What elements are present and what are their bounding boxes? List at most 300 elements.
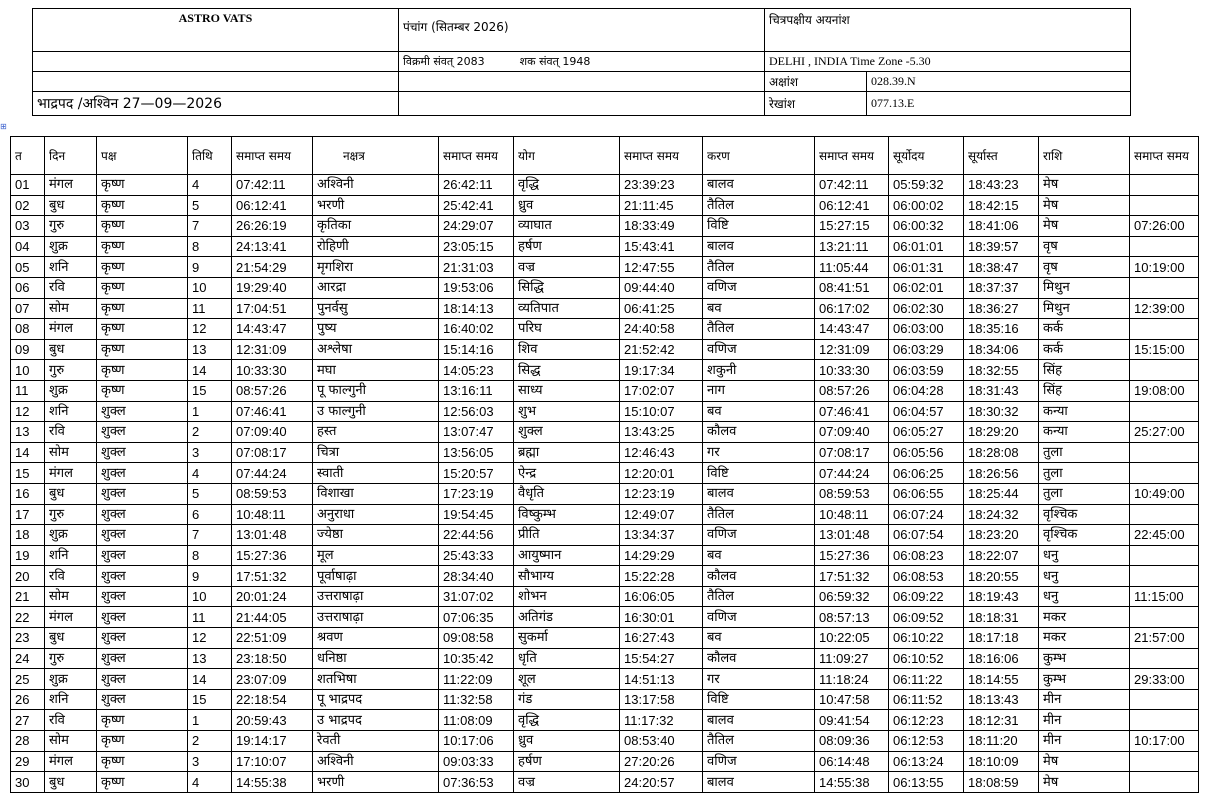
col-paksha-cell: कृष्ण [97, 319, 188, 340]
col-yoga-end-cell: 13:17:58 [620, 689, 703, 710]
col-rashi-cell: मकर [1039, 628, 1130, 649]
col-sunrise-cell: 06:04:28 [889, 380, 964, 401]
col-rashi-cell: मेष [1039, 195, 1130, 216]
col-karana-cell: कौलव [703, 422, 815, 443]
col-karana-end-cell: 14:55:38 [815, 772, 889, 793]
col-date-cell: 07 [11, 298, 45, 319]
table-move-handle-icon[interactable]: ⊞ [0, 122, 7, 131]
col-yoga-end-cell: 15:54:27 [620, 648, 703, 669]
col-nakshatra-cell: रोहिणी [313, 236, 439, 257]
col-tithi-cell: 3 [188, 442, 232, 463]
col-karana-cell: वणिज [703, 751, 815, 772]
col-tithi-cell: 8 [188, 236, 232, 257]
col-day-header: दिन [45, 137, 97, 175]
col-tithi-cell: 2 [188, 422, 232, 443]
col-karana-end-cell: 17:51:32 [815, 566, 889, 587]
table-row [11, 277, 1199, 298]
brand-title: ASTRO VATS [33, 9, 399, 52]
col-sunset-header: सूर्यास्त [964, 137, 1039, 175]
col-rashi-cell: धनु [1039, 586, 1130, 607]
col-nakshatra-cell: पुष्य [313, 319, 439, 340]
col-sunset-cell: 18:25:44 [964, 483, 1039, 504]
col-tithi-cell: 4 [188, 772, 232, 793]
col-nakshatra-cell: पू भाद्रपद [313, 689, 439, 710]
col-sunset-cell: 18:14:55 [964, 669, 1039, 690]
col-yoga-cell: ध्रुव [514, 195, 620, 216]
col-day-cell: मंगल [45, 175, 97, 196]
col-tithi-end-cell: 19:29:40 [232, 277, 313, 298]
col-tithi-end-cell: 20:59:43 [232, 710, 313, 731]
col-paksha-cell: शुक्ल [97, 628, 188, 649]
col-paksha-cell: कृष्ण [97, 710, 188, 731]
col-rashi-cell: मेष [1039, 216, 1130, 237]
col-day-cell: सोम [45, 731, 97, 752]
col-rashi-cell: कुम्भ [1039, 669, 1130, 690]
col-sunrise-cell: 06:05:27 [889, 422, 964, 443]
col-nakshatra-cell: उ फाल्गुनी [313, 401, 439, 422]
col-yoga-cell: वज्र [514, 772, 620, 793]
col-date-cell: 06 [11, 277, 45, 298]
col-rashi-cell: वृष [1039, 257, 1130, 278]
table-row [11, 257, 1199, 278]
col-tithi-cell: 4 [188, 463, 232, 484]
col-nakshatra-end-cell: 09:03:33 [439, 751, 514, 772]
table-row [11, 339, 1199, 360]
table-row [11, 669, 1199, 690]
col-karana-cell: विष्टि [703, 463, 815, 484]
col-day-cell: सोम [45, 298, 97, 319]
col-date-cell: 27 [11, 710, 45, 731]
col-sunrise-cell: 06:05:56 [889, 442, 964, 463]
col-day-cell: बुध [45, 483, 97, 504]
col-nakshatra-cell: चित्रा [313, 442, 439, 463]
col-nakshatra-end-cell: 24:29:07 [439, 216, 514, 237]
col-karana-end-cell: 08:57:26 [815, 380, 889, 401]
col-rashi-cell: वृष [1039, 236, 1130, 257]
col-tithi-cell: 10 [188, 586, 232, 607]
col-tithi-end-cell: 08:57:26 [232, 380, 313, 401]
col-karana-cell: बालव [703, 175, 815, 196]
col-karana-cell: तैतिल [703, 504, 815, 525]
col-sunset-cell: 18:35:16 [964, 319, 1039, 340]
col-yoga-end-cell: 08:53:40 [620, 731, 703, 752]
col-sunset-cell: 18:28:08 [964, 442, 1039, 463]
col-karana-end-cell: 07:46:41 [815, 401, 889, 422]
col-karana-end-cell: 06:59:32 [815, 586, 889, 607]
col-karana-cell: वणिज [703, 339, 815, 360]
col-rashi-end-cell: 07:26:00 [1130, 216, 1199, 237]
col-nakshatra-end-cell: 09:08:58 [439, 628, 514, 649]
col-tithi-end-cell: 07:44:24 [232, 463, 313, 484]
col-karana-end-cell: 12:31:09 [815, 339, 889, 360]
col-tithi-cell: 7 [188, 525, 232, 546]
page-title: पंचांग (सितम्बर 2026) [399, 9, 765, 52]
col-yoga-end-cell: 15:10:07 [620, 401, 703, 422]
col-yoga-cell: वज्र [514, 257, 620, 278]
col-rashi-end-cell: 11:15:00 [1130, 586, 1199, 607]
col-nakshatra-end-cell: 19:53:06 [439, 277, 514, 298]
col-nakshatra-cell: हस्त [313, 422, 439, 443]
month-date: भाद्रपद /अश्विन 27—09—2026 [33, 92, 399, 116]
col-date-cell: 28 [11, 731, 45, 752]
col-rashi-cell: धनु [1039, 545, 1130, 566]
col-sunset-cell: 18:22:07 [964, 545, 1039, 566]
col-tithi-cell: 13 [188, 339, 232, 360]
col-nakshatra-end-cell: 18:14:13 [439, 298, 514, 319]
col-yoga-cell: विष्कुम्भ [514, 504, 620, 525]
col-rashi-end-cell [1130, 319, 1199, 340]
ayanamsha-label: चित्रपक्षीय अयनांश [765, 9, 1131, 52]
col-rashi-cell: मेष [1039, 175, 1130, 196]
col-tithi-end-cell: 21:44:05 [232, 607, 313, 628]
col-tithi-cell: 10 [188, 277, 232, 298]
col-rashi-cell: सिंह [1039, 360, 1130, 381]
col-date-cell: 19 [11, 545, 45, 566]
col-day-cell: मंगल [45, 607, 97, 628]
table-row [11, 586, 1199, 607]
col-karana-end-cell: 07:08:17 [815, 442, 889, 463]
col-nakshatra-cell: रेवती [313, 731, 439, 752]
col-sunset-cell: 18:37:37 [964, 277, 1039, 298]
col-day-cell: गुरु [45, 504, 97, 525]
col-nakshatra-cell: भरणी [313, 772, 439, 793]
col-sunset-cell: 18:17:18 [964, 628, 1039, 649]
col-yoga-end-cell: 13:43:25 [620, 422, 703, 443]
col-nakshatra-end-cell: 10:17:06 [439, 731, 514, 752]
col-rashi-end-cell [1130, 566, 1199, 587]
col-sunrise-cell: 06:01:01 [889, 236, 964, 257]
col-yoga-end-cell: 12:20:01 [620, 463, 703, 484]
col-paksha-cell: शुक्ल [97, 525, 188, 546]
col-yoga-cell: धृति [514, 648, 620, 669]
col-karana-end-cell: 07:42:11 [815, 175, 889, 196]
col-sunrise-cell: 06:06:25 [889, 463, 964, 484]
col-yoga-end-cell: 16:27:43 [620, 628, 703, 649]
col-day-cell: सोम [45, 442, 97, 463]
col-rashi-end-cell [1130, 463, 1199, 484]
col-karana-cell: तैतिल [703, 586, 815, 607]
col-rashi-cell: तुला [1039, 463, 1130, 484]
col-tithi-end-cell: 10:33:30 [232, 360, 313, 381]
latitude-value: 028.39.N [867, 72, 1131, 92]
col-tithi-cell: 12 [188, 628, 232, 649]
col-tithi-cell: 7 [188, 216, 232, 237]
col-date-cell: 21 [11, 586, 45, 607]
col-rashi-cell: मीन [1039, 710, 1130, 731]
col-sunset-cell: 18:38:47 [964, 257, 1039, 278]
header-row [11, 137, 1199, 175]
col-nakshatra-end-cell: 31:07:02 [439, 586, 514, 607]
col-nakshatra-cell: विशाखा [313, 483, 439, 504]
col-yoga-cell: शोभन [514, 586, 620, 607]
col-yoga-end-cell: 21:11:45 [620, 195, 703, 216]
col-yoga-cell: शिव [514, 339, 620, 360]
col-paksha-cell: शुक्ल [97, 483, 188, 504]
col-karana-cell: बालव [703, 236, 815, 257]
col-nakshatra-end-cell: 13:16:11 [439, 380, 514, 401]
col-tithi-cell: 2 [188, 731, 232, 752]
col-sunrise-cell: 06:00:02 [889, 195, 964, 216]
col-date-cell: 03 [11, 216, 45, 237]
col-rashi-cell: कन्या [1039, 401, 1130, 422]
col-rashi-end-cell: 15:15:00 [1130, 339, 1199, 360]
col-date-cell: 13 [11, 422, 45, 443]
col-yoga-cell: व्यतिपात [514, 298, 620, 319]
col-rashi-end-cell [1130, 504, 1199, 525]
col-sunrise-cell: 06:03:59 [889, 360, 964, 381]
col-sunset-cell: 18:23:20 [964, 525, 1039, 546]
col-day-cell: मंगल [45, 319, 97, 340]
col-nakshatra-cell: आरद्रा [313, 277, 439, 298]
col-nakshatra-end-cell: 25:42:41 [439, 195, 514, 216]
col-tithi-cell: 11 [188, 298, 232, 319]
col-nakshatra-cell: मघा [313, 360, 439, 381]
col-day-cell: गुरु [45, 648, 97, 669]
col-tithi-end-cell: 21:54:29 [232, 257, 313, 278]
col-tithi-cell: 14 [188, 360, 232, 381]
col-yoga-cell: सुकर्मा [514, 628, 620, 649]
col-nakshatra-cell: श्रवण [313, 628, 439, 649]
col-rashi-end-cell: 10:19:00 [1130, 257, 1199, 278]
col-karana-cell: शकुनी [703, 360, 815, 381]
col-nakshatra-end-cell: 12:56:03 [439, 401, 514, 422]
col-rashi-end-cell [1130, 545, 1199, 566]
col-yoga-cell: ऐन्द्र [514, 463, 620, 484]
table-row [11, 751, 1199, 772]
col-karana-end-cell: 14:43:47 [815, 319, 889, 340]
col-yoga-cell: सिद्ध [514, 360, 620, 381]
col-tithi-end-cell: 17:51:32 [232, 566, 313, 587]
col-paksha-cell: शुक्ल [97, 422, 188, 443]
col-sunset-cell: 18:26:56 [964, 463, 1039, 484]
col-tithi-cell: 4 [188, 175, 232, 196]
col-nakshatra-end-header: समाप्त समय [439, 137, 514, 175]
col-day-cell: सोम [45, 586, 97, 607]
col-date-cell: 02 [11, 195, 45, 216]
col-sunrise-cell: 06:09:22 [889, 586, 964, 607]
col-yoga-cell: सिद्धि [514, 277, 620, 298]
col-nakshatra-end-cell: 07:36:53 [439, 772, 514, 793]
table-row [11, 422, 1199, 443]
col-nakshatra-header: नक्षत्र [313, 137, 439, 175]
col-tithi-cell: 9 [188, 257, 232, 278]
col-rashi-cell: धनु [1039, 566, 1130, 587]
col-date-cell: 10 [11, 360, 45, 381]
col-rashi-cell: तुला [1039, 442, 1130, 463]
col-paksha-cell: कृष्ण [97, 277, 188, 298]
col-nakshatra-cell: उत्तराषाढ़ा [313, 586, 439, 607]
col-yoga-end-cell: 13:34:37 [620, 525, 703, 546]
col-rashi-cell: मीन [1039, 689, 1130, 710]
col-sunrise-cell: 06:10:22 [889, 628, 964, 649]
col-sunset-cell: 18:32:55 [964, 360, 1039, 381]
col-tithi-end-cell: 23:18:50 [232, 648, 313, 669]
col-yoga-cell: वैधृति [514, 483, 620, 504]
col-nakshatra-end-cell: 11:08:09 [439, 710, 514, 731]
col-yoga-cell: आयुष्मान [514, 545, 620, 566]
col-rashi-cell: कुम्भ [1039, 648, 1130, 669]
col-sunset-cell: 18:36:27 [964, 298, 1039, 319]
table-row [11, 525, 1199, 546]
col-paksha-cell: शुक्ल [97, 463, 188, 484]
table-row [11, 401, 1199, 422]
col-tithi-cell: 8 [188, 545, 232, 566]
col-yoga-end-cell: 23:39:23 [620, 175, 703, 196]
col-sunset-cell: 18:29:20 [964, 422, 1039, 443]
col-karana-cell: गर [703, 669, 815, 690]
col-sunrise-cell: 06:02:01 [889, 277, 964, 298]
col-rashi-cell: मिथुन [1039, 277, 1130, 298]
col-rashi-end-cell [1130, 607, 1199, 628]
col-paksha-cell: शुक्ल [97, 504, 188, 525]
col-tithi-cell: 3 [188, 751, 232, 772]
location-info: DELHI , INDIA Time Zone -5.30 [765, 52, 1131, 72]
col-date-cell: 18 [11, 525, 45, 546]
col-rashi-cell: मिथुन [1039, 298, 1130, 319]
table-row [11, 298, 1199, 319]
table-row [11, 731, 1199, 752]
col-yoga-end-cell: 27:20:26 [620, 751, 703, 772]
col-day-cell: शनि [45, 689, 97, 710]
empty-cell [33, 72, 399, 92]
col-sunrise-cell: 06:13:24 [889, 751, 964, 772]
col-karana-end-cell: 08:41:51 [815, 277, 889, 298]
col-paksha-cell: शुक्ल [97, 607, 188, 628]
table-row [11, 504, 1199, 525]
col-day-cell: शुक्र [45, 525, 97, 546]
col-yoga-cell: ध्रुव [514, 731, 620, 752]
table-row [11, 380, 1199, 401]
col-tithi-end-cell: 10:48:11 [232, 504, 313, 525]
col-rashi-cell: मकर [1039, 607, 1130, 628]
col-karana-end-cell: 09:41:54 [815, 710, 889, 731]
col-sunrise-cell: 06:12:23 [889, 710, 964, 731]
col-nakshatra-cell: मृगशिरा [313, 257, 439, 278]
col-yoga-end-cell: 14:29:29 [620, 545, 703, 566]
col-yoga-end-cell: 15:43:41 [620, 236, 703, 257]
col-nakshatra-cell: भरणी [313, 195, 439, 216]
col-paksha-cell: शुक्ल [97, 648, 188, 669]
col-rashi-cell: तुला [1039, 483, 1130, 504]
col-paksha-cell: कृष्ण [97, 339, 188, 360]
longitude-value: 077.13.E [867, 92, 1131, 116]
col-nakshatra-end-cell: 17:23:19 [439, 483, 514, 504]
col-day-cell: मंगल [45, 751, 97, 772]
col-day-cell: बुध [45, 628, 97, 649]
col-nakshatra-cell: अश्लेषा [313, 339, 439, 360]
col-sunrise-cell: 06:07:54 [889, 525, 964, 546]
col-tithi-cell: 13 [188, 648, 232, 669]
col-nakshatra-end-cell: 15:14:16 [439, 339, 514, 360]
col-yoga-end-cell: 17:02:07 [620, 380, 703, 401]
col-nakshatra-cell: पुनर्वसु [313, 298, 439, 319]
col-date-cell: 01 [11, 175, 45, 196]
col-yoga-cell: वृद्धि [514, 710, 620, 731]
col-paksha-cell: कृष्ण [97, 731, 188, 752]
col-date-cell: 14 [11, 442, 45, 463]
col-karana-end-cell: 08:59:53 [815, 483, 889, 504]
col-karana-cell: बालव [703, 483, 815, 504]
col-sunset-cell: 18:18:31 [964, 607, 1039, 628]
col-day-cell: शुक्र [45, 236, 97, 257]
col-nakshatra-end-cell: 28:34:40 [439, 566, 514, 587]
col-rashi-end-cell [1130, 751, 1199, 772]
col-nakshatra-cell: अश्विनी [313, 751, 439, 772]
col-rashi-end-cell [1130, 236, 1199, 257]
table-row [11, 710, 1199, 731]
col-rashi-end-header: समाप्त समय [1130, 137, 1199, 175]
col-rashi-end-cell [1130, 360, 1199, 381]
col-yoga-cell: व्याघात [514, 216, 620, 237]
col-rashi-end-cell [1130, 710, 1199, 731]
col-rashi-end-cell [1130, 195, 1199, 216]
table-row [11, 545, 1199, 566]
col-sunset-cell: 18:11:20 [964, 731, 1039, 752]
empty-cell [33, 52, 399, 72]
col-sunset-cell: 18:10:09 [964, 751, 1039, 772]
col-date-cell: 09 [11, 339, 45, 360]
col-karana-end-cell: 13:21:11 [815, 236, 889, 257]
col-tithi-end-cell: 13:01:48 [232, 525, 313, 546]
col-nakshatra-cell: उत्तराषाढ़ा [313, 607, 439, 628]
col-yoga-end-cell: 16:30:01 [620, 607, 703, 628]
col-tithi-end-cell: 17:04:51 [232, 298, 313, 319]
col-tithi-cell: 9 [188, 566, 232, 587]
col-nakshatra-cell: धनिष्ठा [313, 648, 439, 669]
col-karana-end-cell: 10:22:05 [815, 628, 889, 649]
col-nakshatra-end-cell: 25:43:33 [439, 545, 514, 566]
col-karana-end-cell: 15:27:36 [815, 545, 889, 566]
col-karana-cell: विष्टि [703, 689, 815, 710]
col-sunrise-cell: 06:12:53 [889, 731, 964, 752]
col-nakshatra-end-cell: 21:31:03 [439, 257, 514, 278]
col-nakshatra-cell: स्वाती [313, 463, 439, 484]
col-date-cell: 20 [11, 566, 45, 587]
col-yoga-cell: अतिगंड [514, 607, 620, 628]
col-tithi-cell: 14 [188, 669, 232, 690]
col-rashi-end-cell [1130, 772, 1199, 793]
col-yoga-end-cell: 09:44:40 [620, 277, 703, 298]
col-karana-end-cell: 10:48:11 [815, 504, 889, 525]
table-row [11, 360, 1199, 381]
col-sunrise-cell: 06:03:29 [889, 339, 964, 360]
col-paksha-cell: कृष्ण [97, 236, 188, 257]
col-day-cell: बुध [45, 339, 97, 360]
col-tithi-cell: 15 [188, 689, 232, 710]
col-rashi-end-cell: 29:33:00 [1130, 669, 1199, 690]
col-paksha-cell: शुक्ल [97, 545, 188, 566]
col-rashi-cell: वृश्चिक [1039, 525, 1130, 546]
col-tithi-end-cell: 07:46:41 [232, 401, 313, 422]
col-tithi-cell: 5 [188, 483, 232, 504]
col-yoga-end-cell: 21:52:42 [620, 339, 703, 360]
col-sunrise-header: सूर्योदय [889, 137, 964, 175]
col-rashi-end-cell [1130, 689, 1199, 710]
col-karana-end-cell: 11:09:27 [815, 648, 889, 669]
col-karana-end-cell: 06:17:02 [815, 298, 889, 319]
col-karana-end-cell: 13:01:48 [815, 525, 889, 546]
longitude-label: रेखांश [765, 92, 867, 116]
col-rashi-cell: मीन [1039, 731, 1130, 752]
col-nakshatra-end-cell: 14:05:23 [439, 360, 514, 381]
col-sunrise-cell: 06:09:52 [889, 607, 964, 628]
col-tithi-header: तिथि [188, 137, 232, 175]
col-rashi-end-cell [1130, 175, 1199, 196]
col-yoga-end-cell: 24:20:57 [620, 772, 703, 793]
col-rashi-end-cell: 19:08:00 [1130, 380, 1199, 401]
col-karana-cell: बव [703, 628, 815, 649]
col-sunrise-cell: 06:06:55 [889, 483, 964, 504]
